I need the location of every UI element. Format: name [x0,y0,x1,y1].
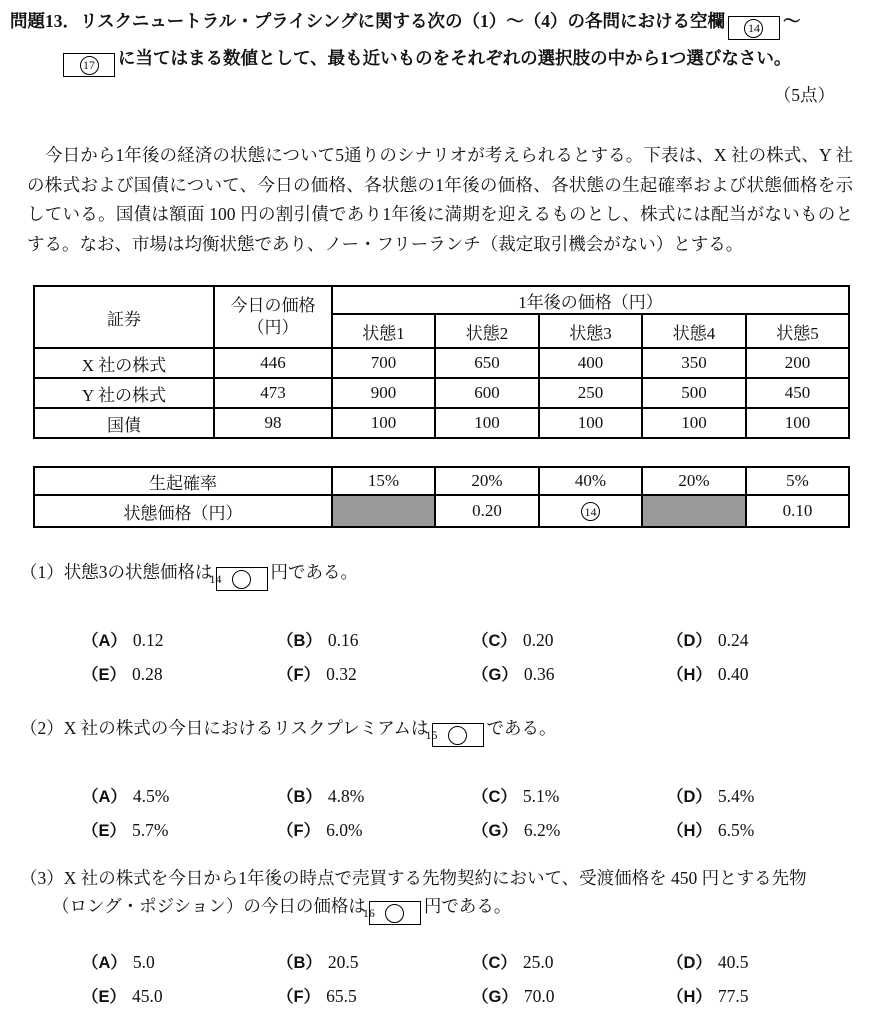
option-value: 65.5 [326,986,357,1006]
today-price-line2: （円） [247,318,299,337]
option-value: 0.16 [327,630,359,650]
question-label: （2） [20,718,64,738]
question-text-before: 状態3の状態価格は [63,562,213,582]
header-row-1 [34,286,849,314]
table-row-stock-x [34,348,849,378]
probability-label-cell: 生起確率 [34,467,332,495]
today-price-cell: 98 [214,408,332,438]
option-a [82,783,277,810]
state4-header-cell: 状態4 [642,314,746,348]
question-2 [10,714,853,844]
option-value: 0.28 [132,664,163,684]
option-value: 0.20 [522,630,554,650]
option-key: （C） [472,788,517,806]
probability-cell: 20% [642,467,746,495]
option-d [667,783,847,810]
option-key: （E） [82,822,127,840]
option-value: 5.0 [132,952,155,972]
option-b [277,949,472,976]
price-cell: 500 [642,378,746,408]
option-d [667,627,847,654]
option-key: （H） [667,666,712,684]
option-c [472,627,667,654]
circled-number-17: 17 [80,56,99,75]
option-value: 6.5% [717,820,755,840]
probability-row [34,467,849,495]
option-value: 5.1% [522,786,560,806]
circled-number-16: 16 [385,904,404,923]
question-text-line1: X 社の株式を今日から1年後の時点で売買する先物契約において、受渡価格を 450 円とする先物 [63,868,807,888]
blank-box-16 [362,901,421,925]
option-key: （G） [472,822,518,840]
option-key: （B） [277,788,322,806]
security-name-cell: 国債 [34,408,214,438]
question-2-text [10,714,853,747]
circled-number-14: 14 [744,19,763,38]
option-value: 0.12 [132,630,164,650]
option-key: （F） [277,822,321,840]
price-cell: 250 [539,378,642,408]
option-value: 45.0 [132,986,163,1006]
security-name-cell: Y 社の株式 [34,378,214,408]
option-key: （D） [667,632,712,650]
option-c [472,949,667,976]
state-price-cell: 0.10 [746,495,849,527]
problem-title [10,8,853,40]
price-cell: 100 [539,408,642,438]
option-key: （C） [472,632,517,650]
question-text-after: 円である。 [270,562,358,582]
blank-box-14 [728,16,780,40]
option-value: 77.5 [717,986,749,1006]
question-1-text [10,558,853,591]
today-price-line1: 今日の価格 [230,296,316,315]
probability-cell: 5% [746,467,849,495]
option-key: （B） [277,632,322,650]
option-a [82,627,277,654]
circled-number-14: 14 [232,570,251,589]
blank-box-17 [63,53,115,77]
question-1 [10,558,853,688]
state-price-row [34,495,849,527]
points-label: （5点） [773,85,835,105]
option-a [82,949,277,976]
option-value: 0.32 [326,664,357,684]
intro-paragraph: 今日から1年後の経済の状態について5通りのシナリオが考えられるとする。下表は、X 社の株式、Y 社の株式および国債について、今日の価格、各状態の1年後の価格、各状態の生起確率および状態価格を示している。国債は額面 100 円の割引債であり1年後に満期を迎えるものとし、株式には配当がないものとする。なお、市場は均衡状態であり、ノー・フリーランチ（裁定取引機会がない）とする。 [27,145,853,254]
security-header-cell: 証券 [34,286,214,348]
option-key: （H） [667,822,712,840]
price-cell: 350 [642,348,746,378]
option-key: （H） [667,988,712,1006]
state-price-table [33,466,850,528]
option-key: （G） [472,988,518,1006]
price-cell: 100 [746,408,849,438]
today-price-cell: 446 [214,348,332,378]
today-price-header-cell [214,286,332,348]
question-label: （1） [20,562,64,582]
table-row-stock-y [34,378,849,408]
option-c [472,783,667,810]
question-label: （3） [20,868,64,888]
price-cell: 200 [746,348,849,378]
state3-header-cell: 状態3 [539,314,642,348]
state1-header-cell: 状態1 [332,314,435,348]
state2-header-cell: 状態2 [435,314,539,348]
option-key: （A） [82,788,127,806]
probability-cell: 20% [435,467,539,495]
option-d [667,949,847,976]
problem-number: 問題13． [10,11,80,31]
option-g [472,983,667,1010]
shaded-cell-state1 [332,495,435,527]
future-price-header-cell: 1年後の価格（円） [332,286,849,314]
question-3-text [10,864,853,925]
price-cell: 400 [539,348,642,378]
option-h [667,983,847,1010]
option-key: （C） [472,954,517,972]
table-row-bond [34,408,849,438]
blank-box-14 [209,567,268,591]
state-price-label-cell: 状態価格（円） [34,495,332,527]
securities-table [33,285,850,439]
today-price-cell: 473 [214,378,332,408]
question-text-line2: （ロング・ポジション）の今日の価格は [52,896,366,916]
option-key: （F） [277,666,321,684]
option-value: 5.7% [132,820,169,840]
state-price-cell: 0.20 [435,495,539,527]
circled-number-15: 15 [448,726,467,745]
option-key: （A） [82,632,127,650]
option-f [277,983,472,1010]
option-key: （A） [82,954,127,972]
blank-box-15 [425,723,484,747]
option-value: 40.5 [717,952,749,972]
price-cell: 700 [332,348,435,378]
option-key: （B） [277,954,322,972]
option-value: 5.4% [717,786,755,806]
option-f [277,817,472,844]
problem-title-line2 [60,45,853,77]
question-text-after: である。 [486,718,557,738]
option-b [277,783,472,810]
option-h [667,661,847,688]
option-value: 70.0 [523,986,555,1006]
price-cell: 900 [332,378,435,408]
price-cell: 600 [435,378,539,408]
option-value: 0.40 [717,664,749,684]
security-name-cell: X 社の株式 [34,348,214,378]
question-3 [10,864,853,1010]
price-cell: 100 [435,408,539,438]
probability-cell: 15% [332,467,435,495]
probability-cell: 40% [539,467,642,495]
option-value: 4.8% [327,786,365,806]
problem-title-text-cont: に当てはまる数値として、最も近いものをそれぞれの選択肢の中から1つ選びなさい。 [118,48,792,68]
price-cell: 100 [642,408,746,438]
question-2-options [10,783,853,844]
option-g [472,661,667,688]
option-key: （E） [82,988,127,1006]
state5-header-cell: 状態5 [746,314,849,348]
option-key: （G） [472,666,518,684]
option-value: 6.2% [523,820,561,840]
option-value: 6.0% [326,820,363,840]
option-value: 4.5% [132,786,170,806]
problem-title-text: リスクニュートラル・プライシングに関する次の（1）～（4）の各問における空欄 [80,11,725,31]
option-g [472,817,667,844]
state-price-blank-cell [539,495,642,527]
price-cell: 100 [332,408,435,438]
option-f [277,661,472,688]
circled-number-14: 14 [581,502,600,521]
question-text-before: X 社の株式の今日におけるリスクプレミアムは [63,718,429,738]
option-key: （F） [277,988,321,1006]
option-value: 25.0 [522,952,554,972]
shaded-cell-state4 [642,495,746,527]
option-e [82,817,277,844]
question-1-options [10,627,853,688]
price-cell: 650 [435,348,539,378]
option-key: （D） [667,954,712,972]
option-value: 0.36 [523,664,555,684]
option-e [82,661,277,688]
option-key: （E） [82,666,127,684]
price-cell: 450 [746,378,849,408]
tilde: ～ [782,11,801,31]
option-value: 20.5 [327,952,359,972]
option-value: 0.24 [717,630,749,650]
option-e [82,983,277,1010]
option-b [277,627,472,654]
option-h [667,817,847,844]
question-3-options [10,949,853,1010]
option-key: （D） [667,788,712,806]
question-text-after: 円である。 [423,896,512,916]
